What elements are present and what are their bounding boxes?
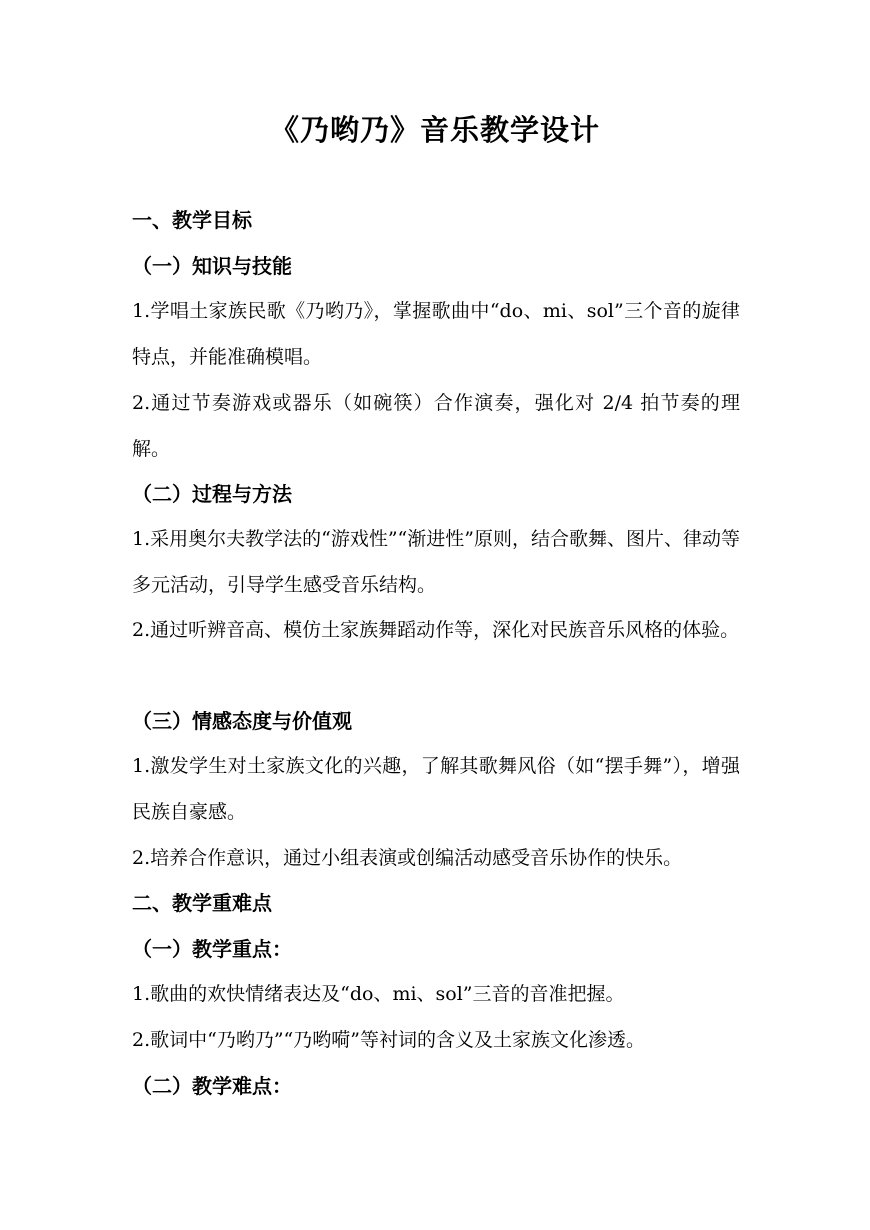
- subsection-heading-key-points: （一）教学重点：: [132, 937, 292, 961]
- paragraph-key-point-2: 2.歌词中“乃哟乃”“乃哟嗬”等衬词的含义及土家族文化渗透。: [132, 1029, 645, 1051]
- subsection-heading-difficult-points: （二）教学难点：: [132, 1074, 292, 1098]
- subsection-heading-process-methods: （二）过程与方法: [132, 482, 292, 506]
- paragraph-emotion-2: 2.培养合作意识，通过小组表演或创编活动感受音乐协作的快乐。: [132, 847, 683, 869]
- paragraph-knowledge-2: 2.通过节奏游戏或器乐（如碗筷）合作演奏，强化对 2/4 拍节奏的理解。: [132, 392, 740, 460]
- paragraph-knowledge-1: 1.学唱土家族民歌《乃哟乃》，掌握歌曲中“do、mi、sol”三个音的旋律特点，并能准确模唱。: [132, 300, 740, 368]
- subsection-heading-knowledge-skills: （一）知识与技能: [132, 254, 292, 278]
- document-title: 《乃哟乃》音乐教学设计: [269, 113, 600, 147]
- paragraph-key-point-1: 1.歌曲的欢快情绪表达及“do、mi、sol”三音的音准把握。: [132, 983, 625, 1005]
- paragraph-emotion-1: 1.激发学生对土家族文化的兴趣，了解其歌舞风俗（如“摆手舞”），增强民族自豪感。: [132, 755, 740, 823]
- section-heading-key-difficult-points: 二、教学重难点: [132, 891, 272, 915]
- section-heading-objectives: 一、教学目标: [132, 208, 252, 232]
- subsection-heading-emotion-values: （三）情感态度与价值观: [132, 709, 352, 733]
- paragraph-process-1: 1.采用奥尔夫教学法的“游戏性”“渐进性”原则，结合歌舞、图片、律动等多元活动，引导学生感受音乐结构。: [132, 528, 740, 596]
- paragraph-process-2: 2.通过听辨音高、模仿土家族舞蹈动作等，深化对民族音乐风格的体验。: [132, 619, 740, 641]
